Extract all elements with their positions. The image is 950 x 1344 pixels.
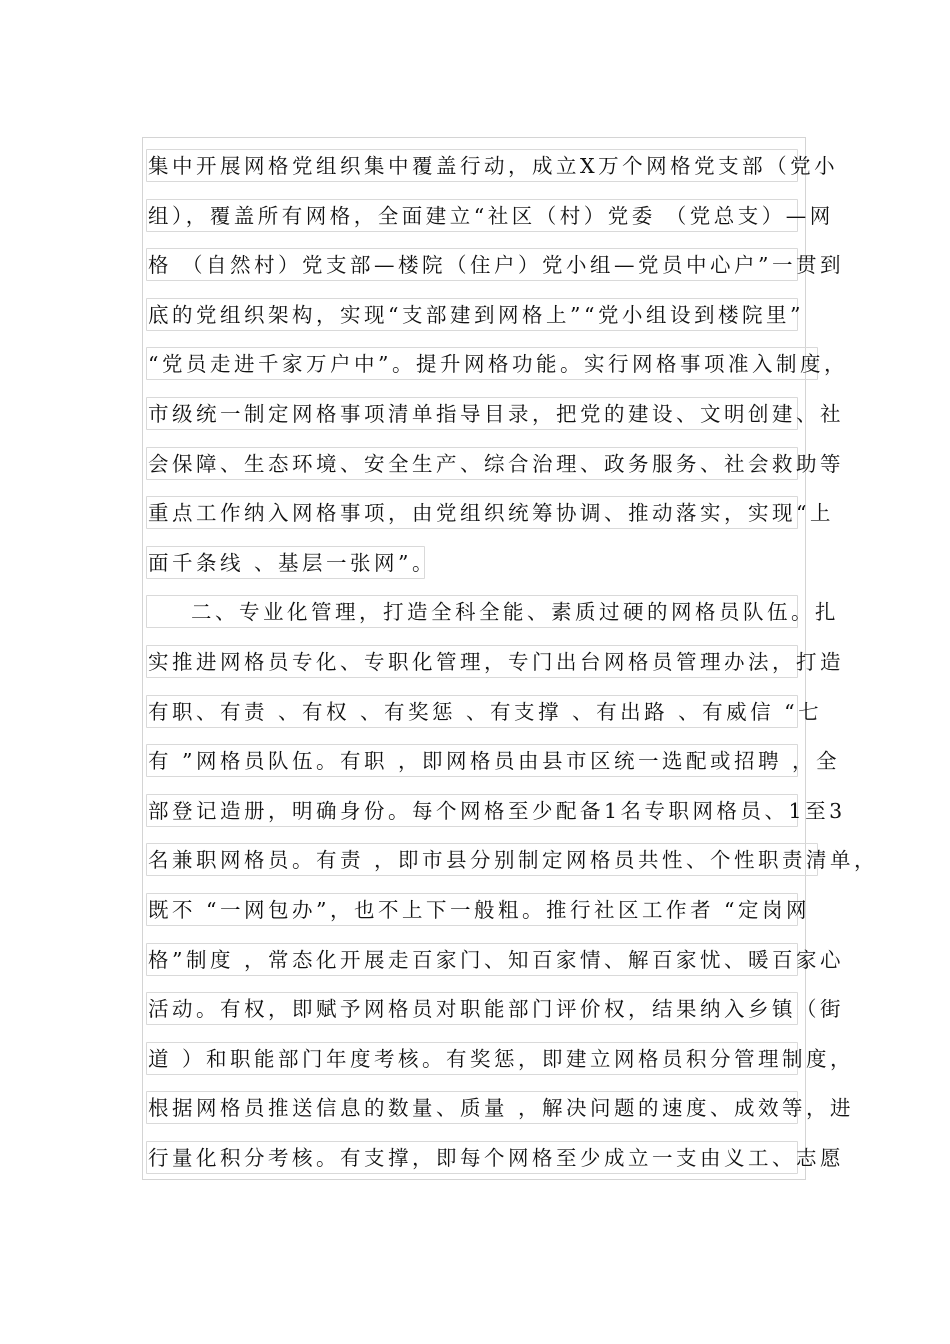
line-text: 重点工作纳入网格事项，由党组织统筹协调、推动落实，实现“上 [146, 496, 798, 529]
text-line [146, 244, 844, 294]
text-line [146, 542, 806, 592]
line-text: 集中开展网格党组织集中覆盖行动，成立X万个网格党支部（党小 [146, 149, 798, 182]
text-line [146, 443, 844, 493]
document-body [146, 145, 879, 1186]
text-line [146, 889, 810, 939]
line-text: “党员走进千家万户中”。提升网格功能。实行网格事项准入制度， [146, 347, 818, 380]
line-text: 格 （自然村）党支部—楼院（住户）党小组—党员中心户”一贯到 [146, 248, 798, 281]
text-line [146, 343, 848, 393]
paragraph-start-line: 二、专业化管理，打造全科全能、素质过硬的网格员队伍。扎 [146, 595, 798, 628]
text-line [146, 740, 841, 790]
line-text: 底的党组织架构，实现“支部建到网格上”“党小组设到楼院里” [146, 298, 798, 331]
line-text: 组），覆盖所有网格，全面建立“社区（村）党委 （党总支）—网 [146, 199, 798, 232]
text-line [146, 591, 839, 641]
text-line [146, 145, 839, 195]
text-line [146, 1038, 855, 1088]
line-text: 既不 “一网包办”，也不上下一般粗。推行社区工作者 “定岗网 [146, 893, 798, 926]
line-text: 有 ”网格员队伍。有职 ，即网格员由县市区统一选配或招聘 ，全 [146, 744, 798, 777]
line-text: 会保障、生态环境、安全生产、综合治理、政务服务、社会救助等 [146, 447, 798, 480]
line-text: 名兼职网格员。有责 ，即市县分别制定网格员共性、个性职责清单， [146, 843, 818, 876]
text-line [146, 939, 844, 989]
line-text: 根据网格员推送信息的数量、质量 ，解决问题的速度、成效等，进 [146, 1091, 798, 1124]
text-line [146, 691, 823, 741]
text-line [146, 988, 844, 1038]
line-text: 活动。有权，即赋予网格员对职能部门评价权，结果纳入乡镇（街 [146, 992, 798, 1025]
text-line [146, 839, 879, 889]
line-text: 部登记造册，明确身份。每个网格至少配备1名专职网格员、1至3 [146, 794, 798, 827]
text-line [146, 1137, 844, 1187]
line-text: 实推进网格员专化、专职化管理，专门出台网格员管理办法，打造 [146, 645, 798, 678]
text-line [146, 294, 806, 344]
text-line [146, 1087, 855, 1137]
line-text: 面千条线 、基层一张网”。 [146, 546, 425, 579]
text-line [146, 641, 844, 691]
text-line [146, 492, 834, 542]
text-line [146, 195, 834, 245]
line-text: 格”制度 ，常态化开展走百家门、知百家情、解百家忧、暖百家心 [146, 943, 798, 976]
text-line [146, 393, 844, 443]
line-text: 道 ）和职能部门年度考核。有奖惩，即建立网格员积分管理制度， [146, 1042, 798, 1075]
line-text: 行量化积分考核。有支撑，即每个网格至少成立一支由义工、志愿 [146, 1141, 798, 1174]
line-text: 市级统一制定网格事项清单指导目录，把党的建设、文明创建、社 [146, 397, 798, 430]
line-text: 有职、有责 、有权 、有奖惩 、有支撑 、有出路 、有威信 “七 [146, 695, 798, 728]
text-line [146, 790, 846, 840]
